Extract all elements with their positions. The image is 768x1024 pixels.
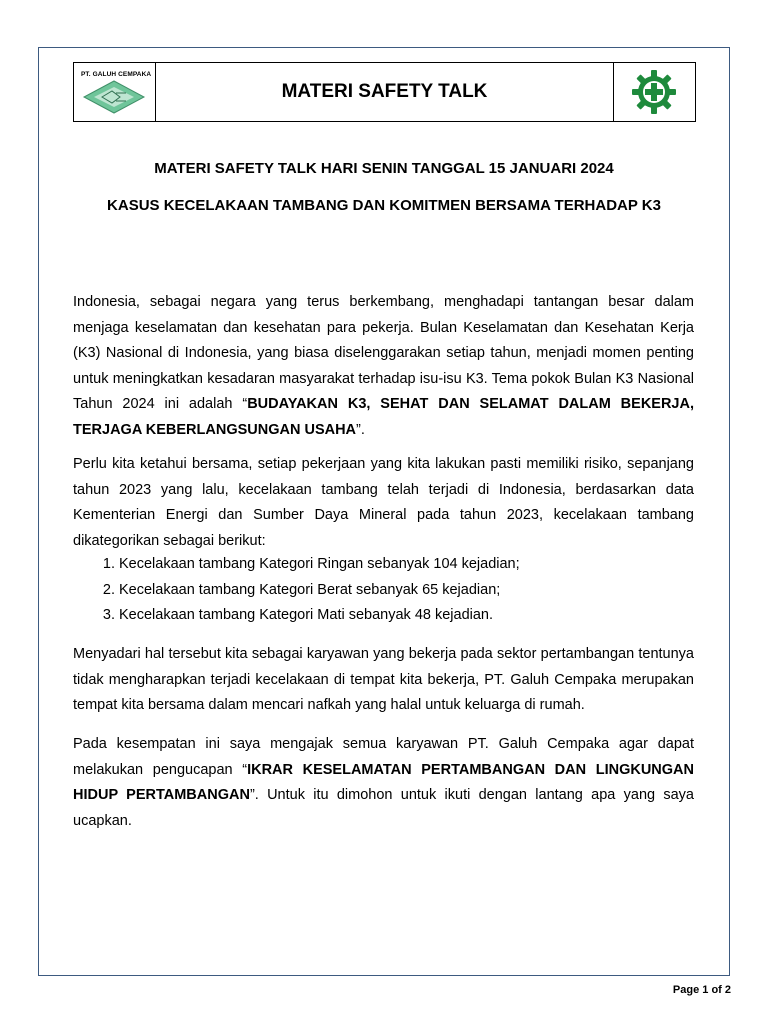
heading-topic: KASUS KECELAKAAN TAMBANG DAN KOMITMEN BERSAMA TERHADAP K3 — [107, 197, 661, 214]
list-item: 1. Kecelakaan tambang Kategori Ringan sebanyak 104 kejadian; — [119, 552, 694, 578]
paragraph-statistics-text: Perlu kita ketahui bersama, setiap pekerjaan yang kita lakukan pasti memiliki risiko, sepanjang tahun 2023 yang lalu, kecelakaan tambang telah terjadi di Indonesia, berdasarkan data Kementerian Energi dan Sumber Daya Mineral pada tahun 2023, kecelakaan tambang dikategorikan sebagai berikut: — [73, 456, 694, 549]
paragraph-statistics — [73, 452, 694, 554]
paragraph-pledge-title: IKRAR KESELAMATAN PERTAMBANGAN DAN LINGKUNGAN HIDUP PERTAMBANGAN — [73, 761, 694, 803]
company-logo-icon — [82, 79, 146, 115]
company-logo-caption: PT. GALUH CEMPAKA — [81, 71, 152, 78]
paragraph-intro — [73, 290, 694, 443]
header-title: MATERI SAFETY TALK — [281, 81, 488, 102]
document-header — [73, 62, 696, 122]
paragraph-awareness-text: Menyadari hal tersebut kita sebagai karyawan yang bekerja pada sektor pertambangan tentunya tidak mengharapkan terjadi kecelakaan di tempat kita bekerja, PT. Galuh Cempaka merupakan tempat kita bersama dalam mencari nafkah yang halal untuk keluarga di rumah. — [73, 646, 694, 713]
page-number: Page 1 of 2 — [672, 984, 731, 996]
k3-logo-cell — [613, 63, 695, 121]
list-item: 2. Kecelakaan tambang Kategori Berat sebanyak 65 kejadian; — [119, 578, 694, 604]
paragraph-intro-end: ”. — [356, 421, 365, 438]
accident-list — [73, 552, 694, 629]
paragraph-pledge-end: ”. Untuk itu dimohon untuk ikuti dengan lantang apa yang saya ucapkan. — [73, 787, 694, 829]
paragraph-intro-theme: BUDAYAKAN K3, SEHAT DAN SELAMAT DALAM BEKERJA, TERJAGA KEBERLANGSUNGAN USAHA — [73, 396, 694, 438]
heading-date: MATERI SAFETY TALK HARI SENIN TANGGAL 15 JANUARI 2024 — [154, 160, 614, 177]
k3-cross-gear-icon — [631, 69, 677, 115]
paragraph-awareness — [73, 642, 694, 719]
list-item: 3. Kecelakaan tambang Kategori Mati sebanyak 48 kejadian. — [119, 603, 694, 629]
paragraph-pledge-text: Pada kesempatan ini saya mengajak semua karyawan PT. Galuh Cempaka agar dapat melakukan pengucapan “ — [73, 736, 694, 778]
company-logo-cell — [74, 63, 156, 121]
paragraph-intro-text: Indonesia, sebagai negara yang terus berkembang, menghadapi tantangan besar dalam menjaga keselamatan dan kesehatan para pekerja. Bulan Keselamatan dan Kesehatan Kerja (K3) Nasional di Indonesia, yang biasa diselenggarakan setiap tahun, menjadi momen penting untuk meningkatkan kesadaran masyarakat terhadap isu-isu K3. Tema pokok Bulan K3 Nasional Tahun 2024 ini adalah “ — [73, 294, 694, 412]
paragraph-pledge — [73, 732, 694, 834]
